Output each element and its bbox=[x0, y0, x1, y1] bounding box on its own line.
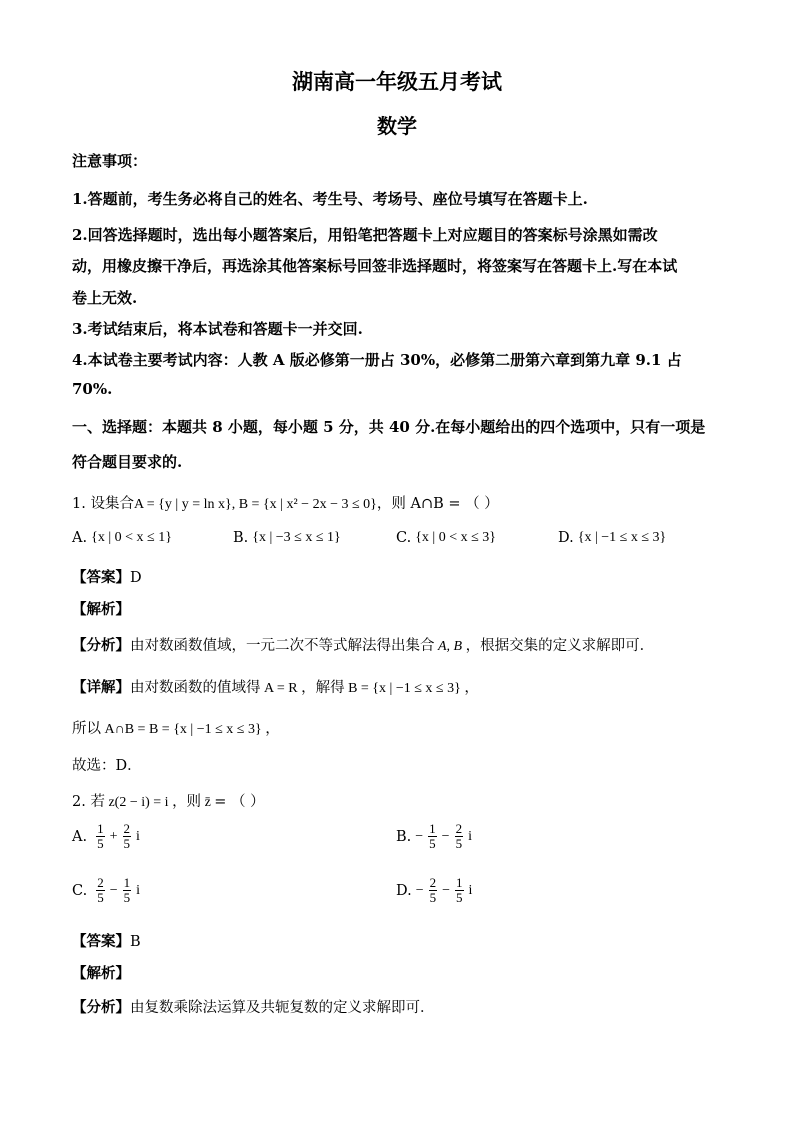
detail-tag: 【详解】 bbox=[72, 679, 130, 696]
imaginary-unit: i bbox=[136, 882, 140, 898]
option-label: A. bbox=[72, 530, 88, 546]
subject-title: 数学 bbox=[377, 114, 417, 138]
section-1-line-2: 符合题目要求的. bbox=[72, 453, 183, 471]
question-2-expression: z(2 − i) = i bbox=[104, 795, 173, 810]
detail-text-a: 由对数函数的值域得 bbox=[130, 680, 261, 696]
sign: − bbox=[415, 828, 424, 844]
q1-answer bbox=[72, 566, 142, 587]
so-text-b: ， bbox=[265, 721, 280, 737]
numerator: 2 bbox=[455, 821, 463, 836]
fraction-2 bbox=[455, 876, 464, 905]
answer-tag: 【答案】 bbox=[72, 569, 130, 586]
sign: − bbox=[415, 882, 424, 898]
numerator: 2 bbox=[97, 875, 104, 890]
notice-item-4-line-1: 4.本试卷主要考试内容：人教 A 版必修第一册占 30%，必修第二册第六章到第九章 9.1 占 bbox=[72, 351, 682, 369]
question-2 bbox=[72, 790, 265, 811]
question-1-prefix: 1. 设集合 bbox=[72, 496, 134, 512]
q1-option-a bbox=[72, 530, 172, 546]
operator: + bbox=[109, 828, 118, 844]
question-1 bbox=[72, 492, 499, 513]
denominator: 5 bbox=[455, 836, 463, 851]
fraction-1 bbox=[96, 822, 105, 851]
q1-so-line bbox=[72, 717, 280, 738]
denominator: 5 bbox=[429, 890, 437, 905]
question-2-suffix: = （ ） bbox=[214, 794, 265, 810]
numerator: 2 bbox=[429, 875, 437, 890]
question-1-suffix: ，则 A∩B = （ ） bbox=[376, 496, 499, 512]
numerator: 2 bbox=[123, 821, 130, 836]
q2-option-d bbox=[396, 876, 472, 905]
fraction-2 bbox=[455, 822, 464, 851]
q2-option-c bbox=[72, 876, 140, 905]
notice-item-2-line-1: 2.回答选择题时，选出每小题答案后，用铅笔把答题卡上对应题目的答案标号涂黑如需改 bbox=[72, 226, 658, 244]
detail-expression-2: B = {x | −1 ≤ x ≤ 3} bbox=[344, 681, 465, 696]
fenxi-text-b: ，根据交集的定义求解即可． bbox=[465, 638, 655, 654]
q1-choose: 故选：D． bbox=[72, 758, 142, 774]
q1-detail bbox=[72, 676, 479, 697]
option-label: A. bbox=[72, 828, 88, 845]
option-label: C. bbox=[396, 530, 412, 546]
q1-analysis-tag: 【解析】 bbox=[72, 601, 130, 618]
denominator: 5 bbox=[456, 890, 463, 905]
question-1-set-expression: A = {y | y = ln x}, B = {x | x² − 2x − 3 ≤ 0} bbox=[133, 497, 377, 512]
denominator: 5 bbox=[123, 890, 131, 905]
q2-answer bbox=[72, 930, 141, 951]
fenxi-tag: 【分析】 bbox=[72, 999, 130, 1016]
fraction-1 bbox=[96, 876, 105, 905]
option-label: C. bbox=[72, 882, 88, 899]
q2-option-b bbox=[396, 822, 472, 851]
imaginary-unit: i bbox=[468, 882, 473, 898]
imaginary-unit: i bbox=[136, 828, 140, 844]
denominator: 5 bbox=[97, 836, 104, 851]
so-expression: A∩B = B = {x | −1 ≤ x ≤ 3} bbox=[101, 722, 266, 737]
option-text: {x | −3 ≤ x ≤ 1} bbox=[252, 530, 341, 545]
numerator: 1 bbox=[97, 821, 104, 836]
imaginary-unit: i bbox=[468, 828, 472, 844]
fenxi-sets: A, B bbox=[434, 639, 466, 654]
detail-text-b: ，解得 bbox=[301, 680, 345, 696]
numerator: 1 bbox=[456, 875, 463, 890]
numerator: 1 bbox=[123, 875, 131, 890]
denominator: 5 bbox=[429, 836, 436, 851]
fenxi-text: 由复数乘除法运算及共轭复数的定义求解即可． bbox=[130, 1000, 435, 1016]
page-title: 湖南高一年级五月考试 bbox=[292, 69, 502, 94]
option-text: {x | −1 ≤ x ≤ 3} bbox=[577, 530, 667, 545]
fraction-1 bbox=[428, 822, 437, 851]
notice-heading: 注意事项： bbox=[72, 152, 148, 170]
fraction-2 bbox=[123, 822, 132, 851]
fenxi-text-a: 由对数函数值域，一元二次不等式解法得出集合 bbox=[130, 638, 435, 654]
option-label: B. bbox=[396, 828, 412, 845]
q2-option-a bbox=[72, 822, 140, 851]
notice-item-1: 1.答题前，考生务必将自己的姓名、考生号、考场号、座位号填写在答题卡上. bbox=[72, 190, 588, 208]
question-2-zbar: z̄ bbox=[201, 795, 215, 810]
q1-option-b bbox=[233, 530, 341, 546]
q2-fenxi bbox=[72, 996, 435, 1017]
q1-fenxi bbox=[72, 634, 654, 655]
option-text: {x | 0 < x ≤ 1} bbox=[91, 530, 172, 545]
answer-tag: 【答案】 bbox=[72, 933, 130, 950]
detail-expression-1: A = R bbox=[260, 681, 302, 696]
so-text-a: 所以 bbox=[72, 721, 101, 737]
q2-analysis-tag: 【解析】 bbox=[72, 965, 130, 982]
fraction-1 bbox=[429, 876, 438, 905]
option-text: {x | 0 < x ≤ 3} bbox=[415, 530, 497, 545]
denominator: 5 bbox=[97, 890, 104, 905]
option-label: D. bbox=[558, 530, 574, 546]
fenxi-tag: 【分析】 bbox=[72, 637, 130, 654]
operator: − bbox=[441, 828, 450, 844]
operator: − bbox=[442, 882, 451, 898]
notice-item-4-line-2: 70%. bbox=[72, 380, 113, 398]
notice-item-2-line-2: 动，用橡皮擦干净后，再选涂其他答案标号回签非选择题时，将签案写在答题卡上.写在本试 bbox=[72, 257, 678, 275]
section-1-line-1: 一、选择题：本题共 8 小题，每小题 5 分，共 40 分.在每小题给出的四个选项中，只有一项是 bbox=[72, 418, 706, 436]
notice-item-2-line-3: 卷上无效. bbox=[72, 289, 138, 307]
fraction-2 bbox=[123, 876, 132, 905]
denominator: 5 bbox=[123, 836, 130, 851]
q1-option-d bbox=[558, 530, 666, 546]
question-2-mid: ，则 bbox=[172, 794, 202, 810]
q1-option-c bbox=[396, 530, 496, 546]
numerator: 1 bbox=[429, 821, 436, 836]
option-label: D. bbox=[396, 882, 412, 899]
question-2-prefix: 2. 若 bbox=[72, 794, 105, 810]
detail-text-c: ， bbox=[464, 680, 479, 696]
answer-value: D bbox=[130, 570, 142, 586]
option-label: B. bbox=[233, 530, 249, 546]
operator: − bbox=[109, 882, 118, 898]
answer-value: B bbox=[130, 934, 141, 950]
notice-item-3: 3.考试结束后，将本试卷和答题卡一并交回. bbox=[72, 320, 363, 338]
